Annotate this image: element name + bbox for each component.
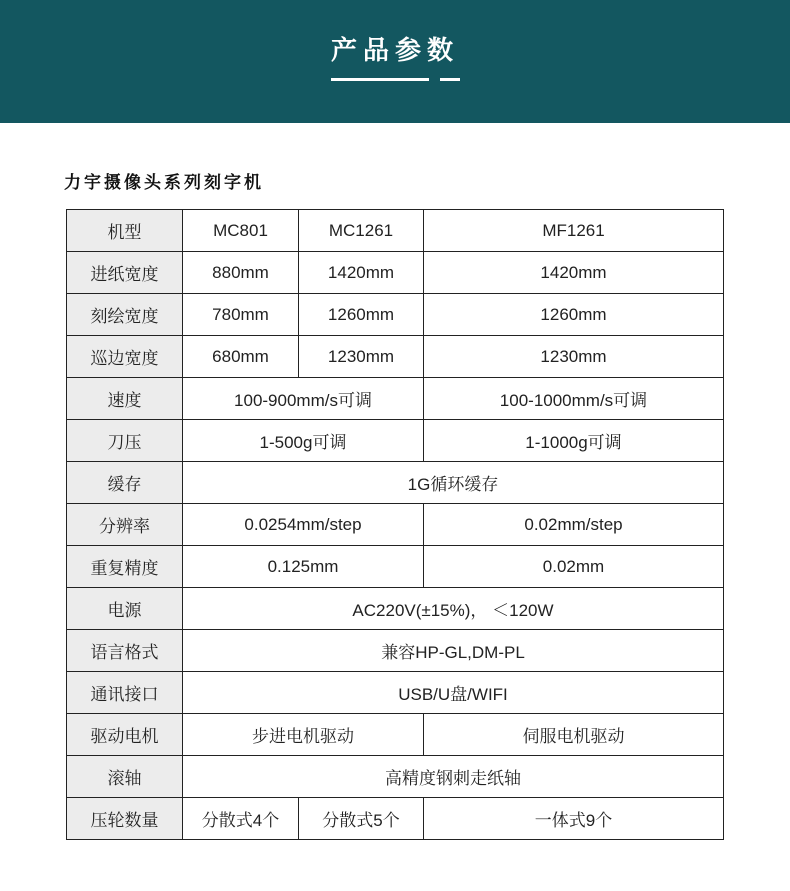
- table-row: [67, 546, 724, 588]
- product-series-title: 力宇摄像头系列刻字机: [64, 173, 264, 193]
- table-row: [67, 672, 724, 714]
- title-underline: [331, 78, 429, 81]
- value-cell: 1420mm: [299, 252, 424, 294]
- value-cell: 100-1000mm/s可调: [424, 378, 724, 420]
- value-cell: 分散式5个: [299, 798, 424, 840]
- table-row: [67, 798, 724, 840]
- value-cell: 100-900mm/s可调: [183, 378, 424, 420]
- model-cell: MC1261: [299, 210, 424, 252]
- spec-table: [66, 209, 724, 840]
- value-cell: 高精度钢刺走纸轴: [183, 756, 724, 798]
- page-title: 产品参数: [330, 36, 459, 66]
- table-row: [67, 420, 724, 462]
- row-label: 进纸宽度: [67, 252, 183, 294]
- row-label: 压轮数量: [67, 798, 183, 840]
- value-cell: 880mm: [183, 252, 299, 294]
- model-cell: MF1261: [424, 210, 724, 252]
- title-underline-accent: [440, 78, 460, 81]
- row-label: 语言格式: [67, 630, 183, 672]
- value-cell: 1260mm: [424, 294, 724, 336]
- value-cell: 0.02mm: [424, 546, 724, 588]
- value-cell: 1230mm: [424, 336, 724, 378]
- value-cell: 1230mm: [299, 336, 424, 378]
- table-row: [67, 756, 724, 798]
- value-cell: AC220V(±15%)， ＜120W: [183, 588, 724, 630]
- row-label: 速度: [67, 378, 183, 420]
- row-label: 通讯接口: [67, 672, 183, 714]
- row-label: 刀压: [67, 420, 183, 462]
- value-cell: 0.125mm: [183, 546, 424, 588]
- table-row: [67, 714, 724, 756]
- table-row: [67, 252, 724, 294]
- value-cell: 步进电机驱动: [183, 714, 424, 756]
- value-cell: 1260mm: [299, 294, 424, 336]
- row-label: 滚轴: [67, 756, 183, 798]
- value-cell: 680mm: [183, 336, 299, 378]
- table-row: [67, 504, 724, 546]
- value-cell: 1-1000g可调: [424, 420, 724, 462]
- header-banner: [0, 0, 790, 123]
- table-row: [67, 336, 724, 378]
- row-label: 重复精度: [67, 546, 183, 588]
- row-label: 驱动电机: [67, 714, 183, 756]
- value-cell: 一体式9个: [424, 798, 724, 840]
- model-cell: MC801: [183, 210, 299, 252]
- table-row: [67, 462, 724, 504]
- table-row: [67, 378, 724, 420]
- value-cell: USB/U盘/WIFI: [183, 672, 724, 714]
- table-row: [67, 588, 724, 630]
- table-row-model: [67, 210, 724, 252]
- row-label: 缓存: [67, 462, 183, 504]
- value-cell: 伺服电机驱动: [424, 714, 724, 756]
- table-row: [67, 294, 724, 336]
- value-cell: 分散式4个: [183, 798, 299, 840]
- row-label: 机型: [67, 210, 183, 252]
- value-cell: 兼容HP-GL,DM-PL: [183, 630, 724, 672]
- value-cell: 1-500g可调: [183, 420, 424, 462]
- value-cell: 1G循环缓存: [183, 462, 724, 504]
- value-cell: 1420mm: [424, 252, 724, 294]
- row-label: 刻绘宽度: [67, 294, 183, 336]
- value-cell: 780mm: [183, 294, 299, 336]
- table-row: [67, 630, 724, 672]
- row-label: 分辨率: [67, 504, 183, 546]
- row-label: 巡边宽度: [67, 336, 183, 378]
- value-cell: 0.02mm/step: [424, 504, 724, 546]
- value-cell: 0.0254mm/step: [183, 504, 424, 546]
- row-label: 电源: [67, 588, 183, 630]
